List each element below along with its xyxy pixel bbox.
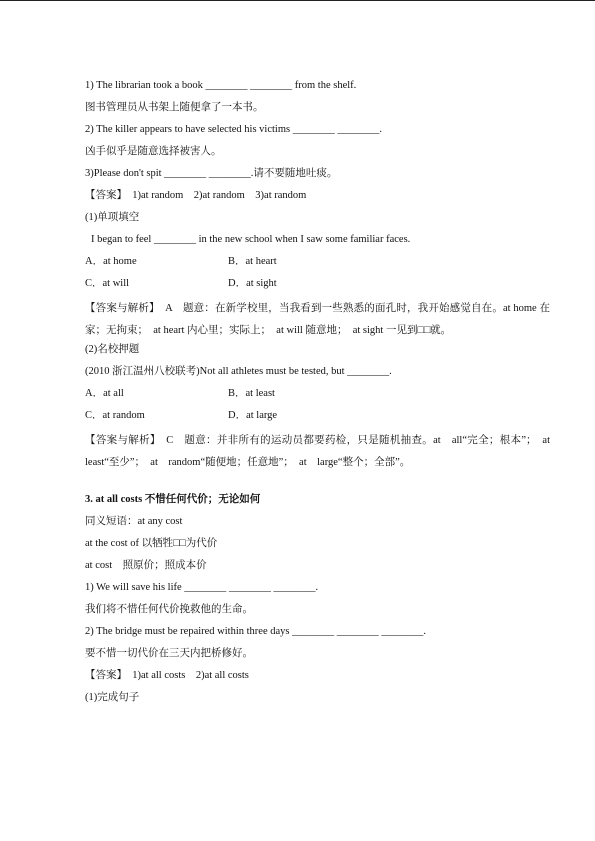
q2-heading: (2)名校押题 <box>85 344 140 355</box>
top-rule <box>0 0 595 1</box>
section-3-answer: 【答案】 1)at all costs 2)at all costs <box>85 670 249 681</box>
q1-stem: I began to feel ________ in the new school when I saw some familiar faces. <box>91 234 411 245</box>
section-3-exercise-1-translation: 我们将不惜任何代价挽救他的生命。 <box>85 604 253 615</box>
exercise-3-sentence: 3)Please don't spit ________ ________.请不要随地吐痰。 <box>85 168 338 179</box>
section-3-exercise-2: 2) The bridge must be repaired within three days ________ ________ ________. <box>85 626 426 637</box>
section-spacer <box>85 474 550 492</box>
q2-option-d: D．at large <box>228 410 278 421</box>
q2-options-row-2 <box>85 408 550 430</box>
document-page <box>85 78 561 712</box>
q1-answer-explanation: 【答案与解析】 A 题意：在新学校里，当我看到一些熟悉的面孔时，我开始感觉自在。at home 在家；无拘束； at heart 内心里；实际上； at will 随意地； at sight 一见到□□就。 <box>85 303 550 336</box>
q2-option-b: B．at least <box>228 388 275 399</box>
section-3-subsection-label: (1)完成句子 <box>85 692 140 703</box>
section-3-related-phrase-2: at cost 照原价；照成本价 <box>85 560 207 571</box>
section-3-synonym: 同义短语：at any cost <box>85 516 183 527</box>
exercise-2-sentence: 2) The killer appears to have selected his victims ________ ________. <box>85 124 382 135</box>
section-3-heading: 3. at all costs 不惜任何代价；无论如何 <box>85 494 261 505</box>
q1-options-row-2 <box>85 276 550 298</box>
q1-option-c: C．at will <box>85 278 130 289</box>
exercise-1-sentence: 1) The librarian took a book ________ ________ from the shelf. <box>85 80 357 91</box>
q1-option-b: B．at heart <box>228 256 277 267</box>
section-3-exercise-2-translation: 要不惜一切代价在三天内把桥修好。 <box>85 648 253 659</box>
q2-stem: (2010 浙江温州八校联考)Not all athletes must be tested, but ________. <box>85 366 392 377</box>
section-label-single-choice: (1)单项填空 <box>85 212 140 223</box>
q2-option-a: A．at all <box>85 388 124 399</box>
section-3-exercise-1: 1) We will save his life ________ ________ ________. <box>85 582 319 593</box>
section-3-related-phrase-1: at the cost of 以牺牲□□为代价 <box>85 538 218 549</box>
q2-option-c: C．at random <box>85 410 145 421</box>
exercise-2-translation: 凶手似乎是随意选择被害人。 <box>85 146 222 157</box>
exercise-1-translation: 图书管理员从书架上随便拿了一本书。 <box>85 102 264 113</box>
q1-options-row-1 <box>85 254 550 276</box>
q1-option-a: A．at home <box>85 256 137 267</box>
answer-line: 【答案】 1)at random 2)at random 3)at random <box>85 190 307 201</box>
q1-option-d: D．at sight <box>228 278 277 289</box>
q2-answer-explanation: 【答案与解析】 C 题意：并非所有的运动员都要药检，只是随机抽查。at all“完全；根本”； at least“至少”； at random“随便地；任意地”； at large“整个；全部”。 <box>85 435 561 468</box>
q2-options-row-1 <box>85 386 550 408</box>
